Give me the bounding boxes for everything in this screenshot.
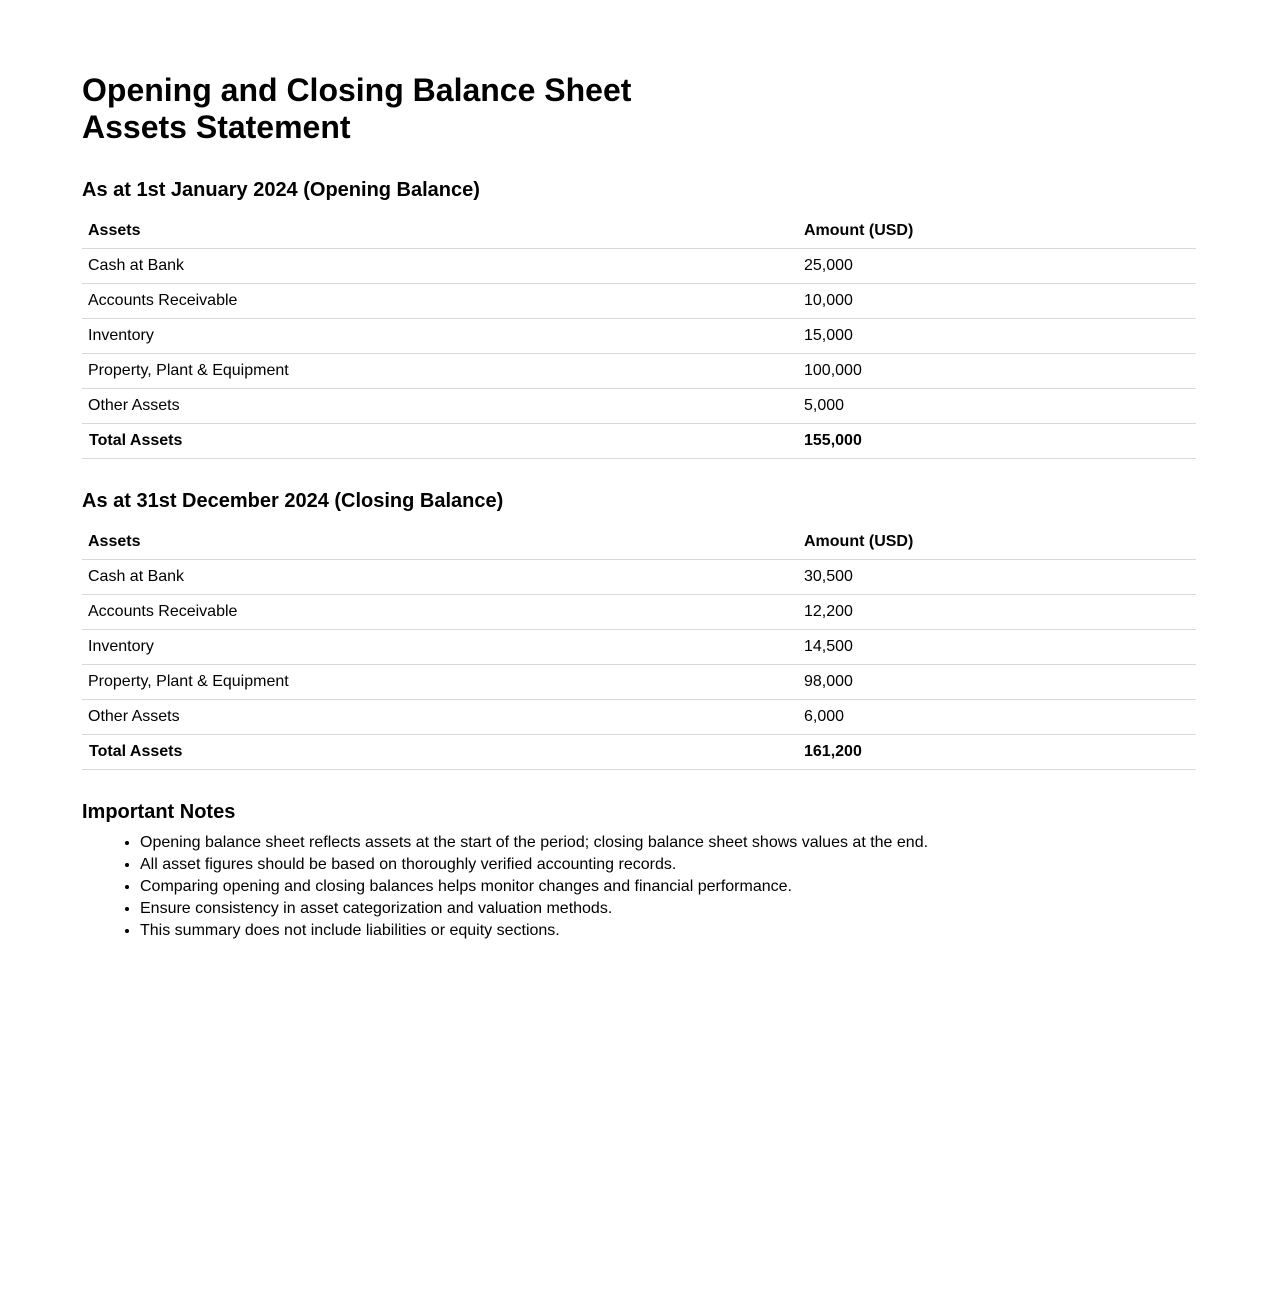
list-item: • Opening balance sheet reflects assets at the start of the period; closing balance sheet shows values at the end. — [140, 832, 1196, 854]
asset-amount-cell: 30,500 — [795, 560, 1196, 595]
total-row — [82, 424, 1196, 459]
amount-column-header: Amount (USD) — [795, 214, 1196, 249]
opening-balance-heading: As at 1st January 2024 (Opening Balance) — [82, 179, 480, 201]
asset-amount-cell: 15,000 — [795, 319, 1196, 354]
total-label-cell: Total Assets — [82, 735, 795, 770]
list-item: • This summary does not include liabilities or equity sections. — [140, 920, 1196, 942]
asset-amount-cell: 6,000 — [795, 700, 1196, 735]
balance-sheet-document — [82, 72, 1196, 942]
asset-amount-cell: 10,000 — [795, 284, 1196, 319]
asset-name-cell: Inventory — [82, 319, 795, 354]
table-row — [82, 284, 1196, 319]
asset-amount-cell: 14,500 — [795, 630, 1196, 665]
asset-amount-cell: 98,000 — [795, 665, 1196, 700]
amount-column-header: Amount (USD) — [795, 525, 1196, 560]
asset-name-cell: Accounts Receivable — [82, 595, 795, 630]
asset-name-cell: Property, Plant & Equipment — [82, 354, 795, 389]
asset-amount-cell: 5,000 — [795, 389, 1196, 424]
table-row — [82, 354, 1196, 389]
asset-name-cell: Cash at Bank — [82, 560, 795, 595]
asset-name-cell: Property, Plant & Equipment — [82, 665, 795, 700]
closing-balance-heading: As at 31st December 2024 (Closing Balance) — [82, 490, 504, 512]
asset-name-cell: Other Assets — [82, 700, 795, 735]
total-amount-cell: 155,000 — [795, 424, 1196, 459]
asset-name-cell: Other Assets — [82, 389, 795, 424]
table-row — [82, 389, 1196, 424]
table-row — [82, 249, 1196, 284]
total-amount-cell: 161,200 — [795, 735, 1196, 770]
important-notes-section — [82, 800, 1196, 942]
assets-column-header: Assets — [82, 525, 795, 560]
total-row — [82, 735, 1196, 770]
asset-amount-cell: 25,000 — [795, 249, 1196, 284]
document-title — [82, 72, 1196, 146]
closing-balance-table — [82, 525, 1196, 770]
table-row — [82, 595, 1196, 630]
closing-balance-section — [82, 489, 1196, 770]
assets-column-header: Assets — [82, 214, 795, 249]
asset-name-cell: Cash at Bank — [82, 249, 795, 284]
table-row — [82, 560, 1196, 595]
notes-list — [82, 832, 1196, 942]
list-item: • All asset figures should be based on thoroughly verified accounting records. — [140, 854, 1196, 876]
asset-amount-cell: 12,200 — [795, 595, 1196, 630]
asset-name-cell: Accounts Receivable — [82, 284, 795, 319]
document-title-line2: Assets Statement — [82, 109, 351, 145]
notes-heading: Important Notes — [82, 801, 236, 823]
table-header-row — [82, 525, 1196, 560]
table-row — [82, 700, 1196, 735]
list-item: • Ensure consistency in asset categorization and valuation methods. — [140, 898, 1196, 920]
list-item: • Comparing opening and closing balances helps monitor changes and financial performance. — [140, 876, 1196, 898]
asset-amount-cell: 100,000 — [795, 354, 1196, 389]
table-row — [82, 630, 1196, 665]
table-row — [82, 319, 1196, 354]
opening-balance-section — [82, 178, 1196, 459]
table-row — [82, 665, 1196, 700]
table-header-row — [82, 214, 1196, 249]
total-label-cell: Total Assets — [82, 424, 795, 459]
opening-balance-table — [82, 214, 1196, 459]
document-title-line1: Opening and Closing Balance Sheet — [82, 72, 632, 108]
asset-name-cell: Inventory — [82, 630, 795, 665]
